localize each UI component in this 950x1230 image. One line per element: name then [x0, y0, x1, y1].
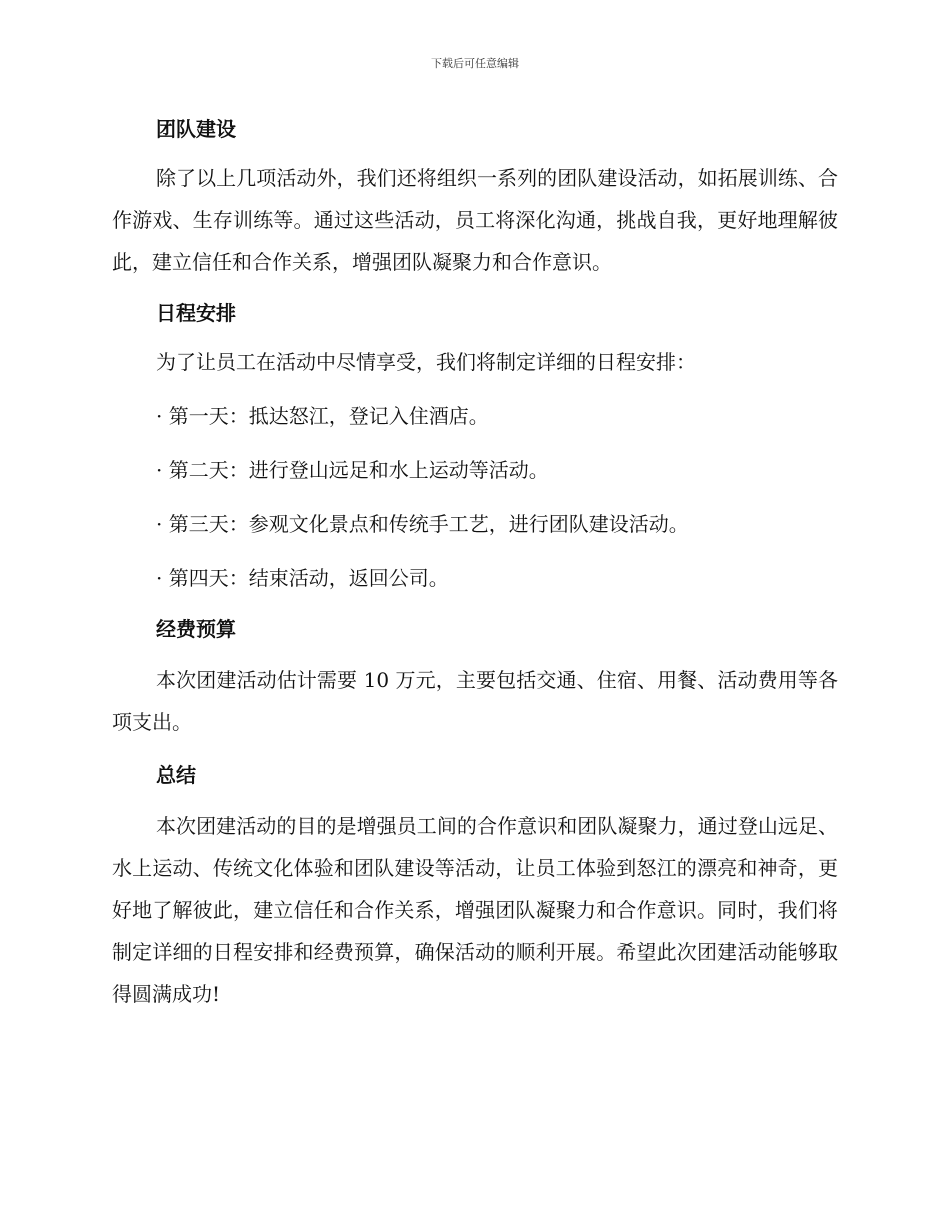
section-heading-team-building: 团队建设 [156, 117, 236, 141]
section-paragraph-budget: 本次团建活动估计需要 10 万元，主要包括交通、住宿、用餐、活动费用等各项支出。 [112, 668, 838, 734]
page-header-note: 下载后可任意编辑 [431, 57, 519, 70]
schedule-item-day3: · 第三天：参观文化景点和传统手工艺，进行团队建设活动。 [156, 512, 689, 536]
section-heading-budget: 经费预算 [156, 617, 236, 641]
schedule-item-day4: · 第四天：结束活动，返回公司。 [156, 566, 449, 590]
section-heading-summary: 总结 [156, 763, 196, 787]
section-paragraph-summary: 本次团建活动的目的是增强员工间的合作意识和团队凝聚力，通过登山远足、水上运动、传统文化体验和团队建设等活动，让员工体验到怒江的漂亮和神奇，更好地了解彼此，建立信任和合作关系，增强团队凝聚力和合作意识。同时，我们将制定详细的日程安排和经费预算，确保活动的顺利开展。希望此次团建活动能够取得圆满成功! [112, 814, 838, 1006]
schedule-item-day1: · 第一天：抵达怒江，登记入住酒店。 [156, 404, 489, 428]
section-heading-schedule: 日程安排 [156, 301, 236, 325]
schedule-item-day2: · 第二天：进行登山远足和水上运动等活动。 [156, 458, 549, 482]
document-body [112, 105, 838, 1021]
section-paragraph-schedule: 为了让员工在活动中尽情享受，我们将制定详细的日程安排： [156, 350, 696, 374]
section-paragraph-team-building: 除了以上几项活动外，我们还将组织一系列的团队建设活动，如拓展训练、合作游戏、生存训练等。通过这些活动，员工将深化沟通，挑战自我，更好地理解彼此，建立信任和合作关系，增强团队凝聚力和合作意识。 [112, 166, 838, 274]
